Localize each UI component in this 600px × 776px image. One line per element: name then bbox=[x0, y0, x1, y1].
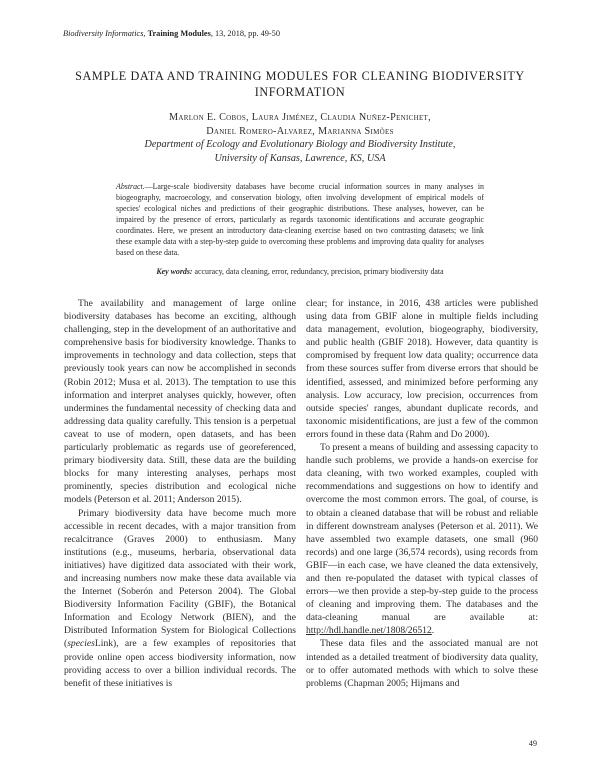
paragraph-text: Primary biodiversity data have become much more accessible in recent decades, with a major transition from recalcitrance (Graves 2000) to enthusiasm. Many institutions (e.g., museums, herbaria, observational data initiatives) have digitized data associated with their work, and increasing numbers now make these data available via the Internet (Soberón and Peterson 2004). The Global Biodiversity Information Facility (GBIF), the Botanical Information and Ecology Network (BIEN), and the Distributed Information System for Biological Collections ( bbox=[64, 507, 296, 650]
section-name: Training Modules bbox=[147, 29, 211, 38]
header-citation: , 13, 2018, pp. 49-50 bbox=[210, 29, 280, 38]
author-list bbox=[60, 111, 540, 138]
abstract bbox=[116, 181, 484, 258]
paragraph-text: Link), are a few examples of repositories that provide online open access biodiversity information, now providing access to over a billion individual records. The benefit of these initiatives is bbox=[64, 638, 296, 689]
data-link[interactable]: http://hdl.handle.net/1808/26512 bbox=[306, 625, 432, 637]
paper-title: SAMPLE DATA AND TRAINING MODULES FOR CLEANING BIODIVERSITY INFORMATION bbox=[75, 69, 525, 99]
author-line-2: Daniel Romero-Alvarez, Marianna Simões bbox=[206, 125, 394, 137]
affiliation bbox=[60, 138, 540, 165]
paragraph bbox=[306, 441, 538, 637]
paragraph-text: To present a means of building and assessing capacity to handle such problems, we provide a hands-on exercise for data cleaning, with two worked examples, coupled with recommendations and suggestions on how to identify and overcome the most common errors. The goal, of course, is to obtain a cleaned database that will be robust and reliable in different downstream analyses (Peterson et al. 2011). We have assembled two example datasets, one small (960 records) and one large (36,574 records), using records from GBIF—in each case, we have cleaned the data extensively, and then re-populated the dataset with typical classes of errors—we then provide a step-by-step guide to the process of cleaning and improving them. The databases and the data-cleaning manual are available at: bbox=[306, 442, 538, 624]
paragraph: clear; for instance, in 2016, 438 articles were published using data from GBIF alone in multiple fields including data management, evolution, biogeography, biodiversity, and public health (GBIF 2018). However, data quantity is compromised by frequent low data quality; occurrence data from these sources suffer from diverse errors that should be identified, assessed, and minimized before performing any analysis. Low accuracy, low precision, occurrences from outside species' ranges, abundant duplicate records, and taxonomic misidentifications, are just a few of the common errors found in these data (Rahm and Do 2000). bbox=[306, 298, 538, 440]
abstract-text: —Large-scale biodiversity databases have become crucial information sources in many analyses in biogeography, macroecology, and conservation biology, often involving development of empirical models of species' ecological niches and predictions of their geographic distributions. These analyses, however, can be impaired by the presence of errors, particularly as regards taxonomic identifications and accurate geographic coordinates. Here, we present an introductory data-cleaning exercise based on two contrasting datasets; we link these example data with a step-by-step guide to overcoming these problems and improving data quality for analyses based on these data. bbox=[116, 182, 484, 257]
keywords bbox=[116, 266, 484, 277]
paragraph bbox=[64, 507, 296, 690]
header-comma: , bbox=[143, 29, 148, 38]
journal-name: Biodiversity Informatics bbox=[63, 29, 144, 38]
page-number: 49 bbox=[528, 739, 537, 748]
paragraph: These data files and the associated manual are not intended as a detailed treatment of biodiversity data quality, or to offer automated methods with which to solve these problems (Chapman 2005; Hijmans and bbox=[306, 638, 538, 689]
affiliation-line-2: University of Kansas, Lawrence, KS, USA bbox=[214, 152, 386, 164]
keywords-text: accuracy, data cleaning, error, redundancy, precision, primary biodiversity data bbox=[192, 267, 444, 276]
affiliation-line-1: Department of Ecology and Evolutionary Biology and Biodiversity Institute, bbox=[144, 139, 456, 150]
paragraph-italic: species bbox=[67, 638, 95, 650]
keywords-label: Key words: bbox=[156, 267, 193, 276]
body-column-left bbox=[64, 297, 296, 690]
author-line-1: Marlon E. Cobos, Laura Jiménez, Claudia Nuñez-Penichet, bbox=[169, 112, 431, 123]
paragraph: The availability and management of large online biodiversity databases has become an exciting, although challenging, step in the development of an authoritative and comprehensive basis for biodiversity knowledge. Thanks to improvements in technology and data collection, steps that previously took years can now be accomplished in seconds (Robin 2012; Musa et al. 2013). The temptation to use this information and interpret analyses quickly, however, often undermines the fundamental necessity of checking data and addressing data quality carefully. This tension is a perpetual caveat to use of modern, open datasets, and has been particularly problematic as regards use of georeferenced, primary biodiversity data. Still, these data are the building blocks for many interesting analyses, perhaps most prominently, species distribution and ecological niche models (Peterson et al. 2011; Anderson 2015). bbox=[64, 298, 296, 506]
paragraph-text: . bbox=[431, 625, 435, 637]
body-column-right bbox=[306, 297, 538, 690]
abstract-label: Abstract. bbox=[116, 182, 145, 191]
running-header bbox=[63, 29, 280, 38]
